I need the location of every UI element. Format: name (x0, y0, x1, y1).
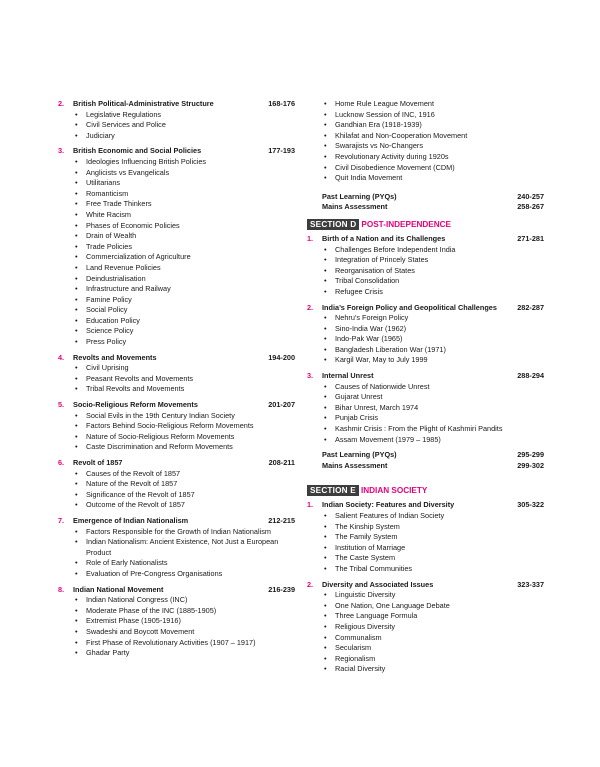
topic-item[interactable]: • Revolutionary Activity during 1920s (322, 152, 544, 163)
mains-row[interactable] (322, 202, 544, 213)
chapter-number: 6. (58, 458, 65, 467)
topic-item[interactable]: • Anglicists vs Evangelicals (73, 168, 295, 179)
chapter (58, 458, 295, 511)
topic-item[interactable]: • Swadeshi and Boycott Movement (73, 627, 295, 638)
topic-item[interactable]: • Factors Responsible for the Growth of Indian Nationalism (73, 527, 295, 538)
chapter-heading[interactable] (58, 353, 295, 364)
chapter-title: India’s Foreign Policy and Geopolitical Challenges (322, 302, 497, 312)
chapter-number: 7. (58, 515, 65, 525)
chapter-pages: 323-337 (517, 579, 544, 589)
chapter-title: Indian Society: Features and Diversity (322, 500, 455, 510)
topic-item[interactable]: • Extremist Phase (1905-1916) (73, 616, 295, 627)
chapter-title: Indian National Movement (73, 584, 164, 594)
topic-item[interactable]: • Gandhian Era (1918-1939) (322, 120, 544, 131)
topic-list (73, 411, 295, 453)
pyq-label: Past Learning (PYQs) (322, 191, 397, 201)
chapter (58, 99, 295, 141)
section-d-heading (307, 219, 544, 230)
chapter-title: Socio-Religious Reform Movements (73, 400, 198, 410)
chapter (58, 353, 295, 395)
topic-item[interactable]: • Reorganisation of States (322, 266, 544, 277)
section-e-chapter-list (307, 500, 544, 675)
topic-item[interactable]: • Khilafat and Non-Cooperation Movement (322, 131, 544, 142)
summary-block (322, 450, 544, 471)
topic-item[interactable]: • Religious Diversity (322, 622, 544, 633)
topic-item[interactable]: • Punjab Crisis (322, 413, 544, 424)
topic-item[interactable]: • Significance of the Revolt of 1857 (73, 490, 295, 501)
chapter-number: 1. (307, 233, 314, 243)
topic-item[interactable]: • The Kinship System (322, 522, 544, 533)
chapter (58, 516, 295, 580)
topic-item[interactable]: • Swarajists vs No-Changers (322, 141, 544, 152)
chapter-number: 1. (307, 500, 314, 510)
chapter-number: 2. (307, 302, 314, 312)
pyq-pages: 295-299 (517, 450, 544, 460)
chapter-pages: 177-193 (268, 146, 295, 156)
topic-item[interactable]: • Land Revenue Policies (73, 263, 295, 274)
chapter-pages: 282-287 (517, 302, 544, 312)
topic-item[interactable]: • Indian National Congress (INC) (73, 595, 295, 606)
chapter-pages: 168-176 (268, 99, 295, 108)
pyq-label: Past Learning (PYQs) (322, 450, 397, 460)
topic-item[interactable]: • Indian Nationalism: Ancient Existence, Not Just a European Product (73, 537, 295, 558)
topic-list (73, 157, 295, 348)
chapter-heading[interactable] (58, 458, 295, 469)
chapter-title: Revolts and Movements (73, 352, 157, 362)
chapter-pages: 305-322 (517, 500, 544, 510)
topic-item[interactable]: • Civil Disobedience Movement (CDM) (322, 163, 544, 174)
section-name: INDIAN SOCIETY (360, 486, 428, 496)
chapter-heading[interactable] (307, 580, 544, 591)
topic-item[interactable]: • Social Evils in the 19th Century Indian Society (73, 411, 295, 422)
chapter-pages: 212-215 (268, 515, 295, 525)
topic-item[interactable]: • Nature of the Revolt of 1857 (73, 479, 295, 490)
topic-item[interactable]: • Moderate Phase of the INC (1885-1905) (73, 606, 295, 617)
chapter-heading[interactable] (58, 146, 295, 157)
topic-item[interactable]: • Judiciary (73, 131, 295, 142)
chapter-heading[interactable] (58, 585, 295, 596)
topic-item[interactable]: • Integration of Princely States (322, 255, 544, 266)
topic-item[interactable]: • Utilitarians (73, 178, 295, 189)
left-column (58, 99, 295, 664)
chapter-number: 2. (58, 99, 65, 108)
topic-item[interactable]: • Press Policy (73, 337, 295, 348)
topic-item[interactable]: • The Caste System (322, 553, 544, 564)
chapter-number: 8. (58, 584, 65, 594)
chapter-number: 3. (58, 146, 65, 156)
topic-item[interactable]: • Legislative Regulations (73, 110, 295, 121)
topic-item[interactable]: • Secularism (322, 643, 544, 654)
topic-list (322, 313, 544, 366)
pyq-pages: 240-257 (517, 191, 544, 201)
chapter-number: 3. (307, 371, 314, 381)
topic-item[interactable]: • Indo-Pak War (1965) (322, 334, 544, 345)
topic-item[interactable]: • Tribal Consolidation (322, 276, 544, 287)
topic-list (322, 245, 544, 298)
topic-item[interactable]: • Drain of Wealth (73, 231, 295, 242)
topic-item[interactable]: • Kargil War, May to July 1999 (322, 355, 544, 366)
topic-item[interactable]: • Evaluation of Pre-Congress Organisations (73, 569, 295, 580)
topic-item[interactable]: • Science Policy (73, 326, 295, 337)
chapter-heading[interactable] (307, 234, 544, 245)
topic-item[interactable]: • Peasant Revolts and Movements (73, 374, 295, 385)
topic-item[interactable]: • Institution of Marriage (322, 543, 544, 554)
chapter-pages: 216-239 (268, 584, 295, 594)
section-label: SECTION E (307, 485, 359, 496)
topic-item[interactable]: • Famine Policy (73, 295, 295, 306)
topic-item[interactable]: • Home Rule League Movement (322, 99, 544, 110)
topic-item[interactable]: • One Nation, One Language Debate (322, 601, 544, 612)
right-column (307, 99, 544, 680)
topic-item[interactable]: • Nehru’s Foreign Policy (322, 313, 544, 324)
chapter-heading[interactable] (58, 516, 295, 527)
topic-item[interactable]: • Romanticism (73, 189, 295, 200)
topic-item[interactable]: • Regionalism (322, 654, 544, 665)
topic-list (322, 511, 544, 575)
section-label: SECTION D (307, 219, 359, 230)
section-d-chapter-list (307, 234, 544, 445)
chapter-number: 2. (307, 579, 314, 589)
chapter (307, 500, 544, 574)
topic-item[interactable]: • Racial Diversity (322, 664, 544, 675)
chapter-title: Revolt of 1857 (73, 458, 123, 467)
chapter (58, 146, 295, 347)
chapter-heading[interactable] (307, 371, 544, 382)
pyq-row[interactable] (322, 192, 544, 203)
topic-item[interactable]: • Nature of Socio-Religious Reform Movements (73, 432, 295, 443)
topic-item[interactable]: • First Phase of Revolutionary Activities (1907 – 1917) (73, 638, 295, 649)
chapter-title: Internal Unrest (322, 371, 374, 381)
topic-item[interactable]: • Lucknow Session of INC, 1916 (322, 110, 544, 121)
chapter-title: British Economic and Social Policies (73, 146, 202, 156)
mains-pages: 299-302 (517, 460, 544, 470)
topic-item[interactable]: • Linguistic Diversity (322, 590, 544, 601)
topic-item[interactable]: • Deindustrialisation (73, 274, 295, 285)
chapter (307, 580, 544, 675)
topic-item[interactable]: • Factors Behind Socio-Religious Reform Movements (73, 421, 295, 432)
topic-list (322, 382, 544, 446)
topic-item[interactable]: • Sino-India War (1962) (322, 324, 544, 335)
chapter (307, 234, 544, 298)
topic-list (73, 469, 295, 511)
topic-item[interactable]: • Refugee Crisis (322, 287, 544, 298)
topic-item[interactable]: • Causes of Nationwide Unrest (322, 382, 544, 393)
topic-item[interactable]: • Three Language Formula (322, 611, 544, 622)
topic-item[interactable]: • Civil Services and Police (73, 120, 295, 131)
topic-item[interactable]: • Salient Features of Indian Society (322, 511, 544, 522)
topic-list (73, 363, 295, 395)
topic-item[interactable]: • Ghadar Party (73, 648, 295, 659)
chapter-title: Diversity and Associated Issues (322, 579, 434, 589)
continued-item-list (322, 99, 544, 184)
topic-item[interactable]: • Gujarat Unrest (322, 392, 544, 403)
topic-list (73, 595, 295, 659)
mains-label: Mains Assessment (322, 202, 388, 212)
chapter-title: Birth of a Nation and its Challenges (322, 233, 446, 243)
mains-label: Mains Assessment (322, 460, 388, 470)
section-e-heading (307, 485, 544, 496)
topic-item[interactable]: • Social Policy (73, 305, 295, 316)
topic-item[interactable]: • Bangladesh Liberation War (1971) (322, 345, 544, 356)
chapter-heading[interactable] (307, 303, 544, 314)
chapter-number: 4. (58, 352, 65, 362)
topic-item[interactable]: • Education Policy (73, 316, 295, 327)
topic-item[interactable]: • Phases of Economic Policies (73, 221, 295, 232)
mains-row[interactable] (322, 461, 544, 472)
chapter-list (58, 99, 295, 659)
topic-item[interactable]: • Caste Discrimination and Reform Movements (73, 442, 295, 453)
topic-item[interactable]: • White Racism (73, 210, 295, 221)
chapter-heading[interactable] (58, 99, 295, 110)
pyq-row[interactable] (322, 450, 544, 461)
topic-item[interactable]: • Kashmir Crisis : From the Plight of Kashmiri Pandits (322, 424, 544, 435)
chapter-pages: 208-211 (268, 458, 295, 467)
topic-item[interactable]: • Commercialization of Agriculture (73, 252, 295, 263)
topic-item[interactable]: • Bihar Unrest, March 1974 (322, 403, 544, 414)
topic-item[interactable]: • Tribal Revolts and Movements (73, 384, 295, 395)
topic-list (73, 110, 295, 142)
chapter-title: Emergence of Indian Nationalism (73, 515, 189, 525)
topic-item[interactable]: • Infrastructure and Railway (73, 284, 295, 295)
chapter-pages: 271-281 (517, 233, 544, 243)
topic-item[interactable]: • The Tribal Communities (322, 564, 544, 575)
summary-block (322, 192, 544, 213)
chapter (58, 585, 295, 659)
chapter-title: British Political-Administrative Structure (73, 99, 214, 108)
topic-item[interactable]: • Trade Policies (73, 242, 295, 253)
chapter (307, 371, 544, 445)
chapter-pages: 201-207 (268, 400, 295, 410)
topic-item[interactable]: • Causes of the Revolt of 1857 (73, 469, 295, 480)
topic-item[interactable]: • Free Trade Thinkers (73, 199, 295, 210)
section-name: POST-INDEPENDENCE (361, 219, 452, 229)
chapter-pages: 194-200 (268, 352, 295, 362)
topic-item[interactable]: • Challenges Before Independent India (322, 245, 544, 256)
topic-list (73, 527, 295, 580)
chapter-heading[interactable] (58, 400, 295, 411)
chapter-pages: 288-294 (517, 371, 544, 381)
topic-item[interactable]: • Quit India Movement (322, 173, 544, 184)
topic-item[interactable]: • Outcome of the Revolt of 1857 (73, 500, 295, 511)
topic-item[interactable]: • Role of Early Nationalists (73, 558, 295, 569)
topic-item[interactable]: • Assam Movement (1979 – 1985) (322, 435, 544, 446)
chapter-number: 5. (58, 400, 65, 410)
chapter-heading[interactable] (307, 500, 544, 511)
mains-pages: 258-267 (517, 202, 544, 212)
chapter (58, 400, 295, 453)
topic-item[interactable]: • Communalism (322, 633, 544, 644)
chapter (307, 303, 544, 367)
topic-item[interactable]: • Civil Uprising (73, 363, 295, 374)
topic-item[interactable]: • Ideologies Influencing British Policies (73, 157, 295, 168)
topic-item[interactable]: • The Family System (322, 532, 544, 543)
topic-list (322, 590, 544, 675)
